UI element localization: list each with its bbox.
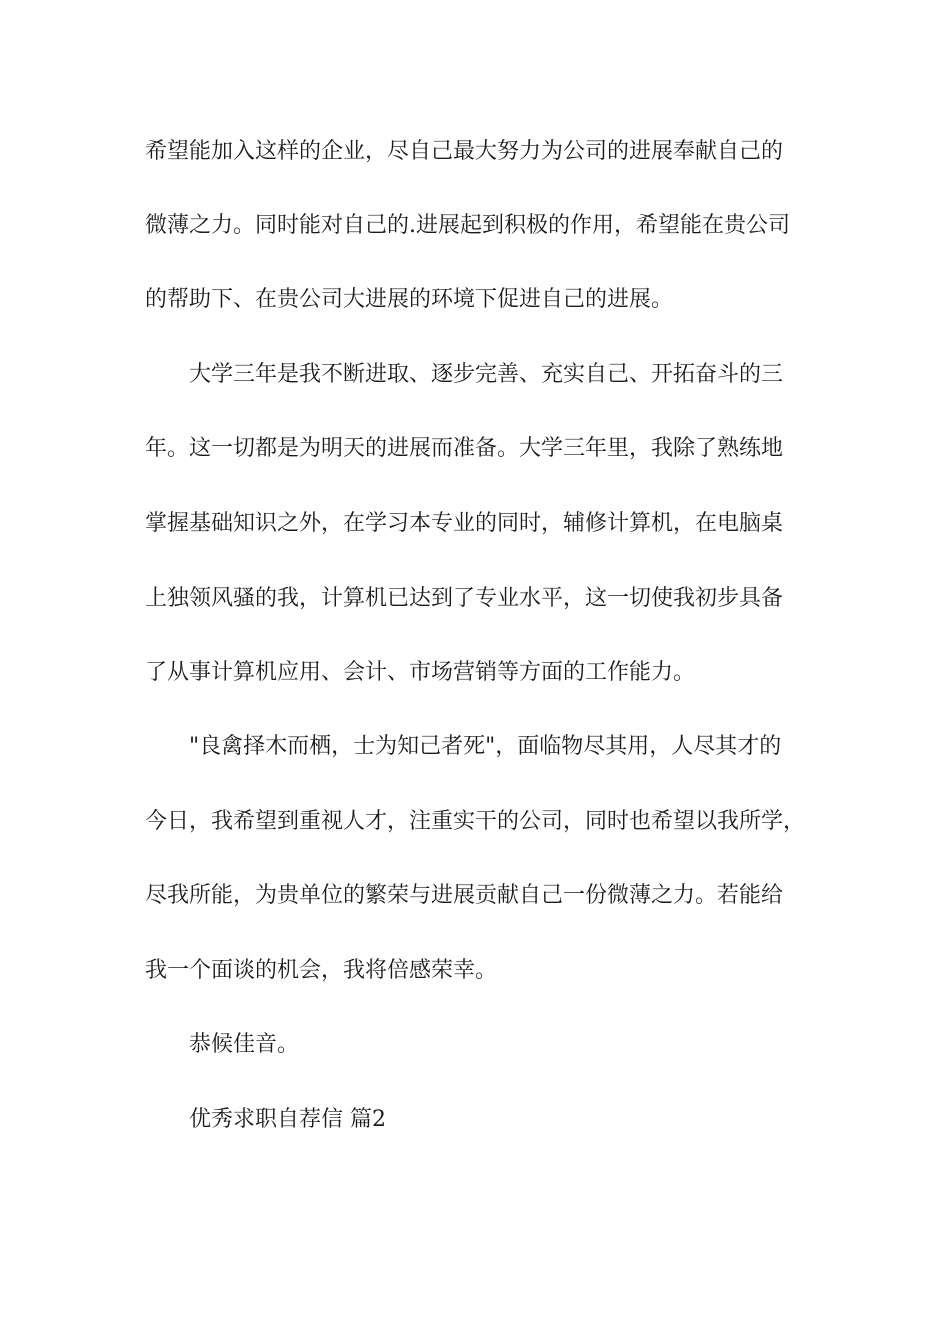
paragraph-3-line-1: "良禽择木而栖，士为知己者死"，面临物尽其用，人尽其才的 bbox=[189, 734, 782, 759]
paragraph-1-line-1: 希望能加入这样的企业，尽自己最大努力为公司的进展奉献自己的 bbox=[145, 139, 784, 164]
paragraph-1-line-3: 的帮助下、在贵公司大进展的环境下促进自己的进展。 bbox=[145, 287, 674, 312]
paragraph-2-line-3: 掌握基础知识之外，在学习本专业的同时，辅修计算机，在电脑桌 bbox=[145, 511, 784, 536]
paragraph-1-line-2: 微薄之力。同时能对自己的.进展起到积极的作用，希望能在贵公司 bbox=[145, 213, 790, 238]
section-heading: 优秀求职自荐信 篇2 bbox=[189, 1107, 386, 1132]
paragraph-3-line-3: 尽我所能，为贵单位的繁荣与进展贡献自己一份微薄之力。若能给 bbox=[145, 883, 784, 908]
paragraph-2-line-1: 大学三年是我不断进取、逐步完善、充实自己、开拓奋斗的三 bbox=[189, 362, 784, 387]
paragraph-3-line-2: 今日，我希望到重视人才，注重实干的公司，同时也希望以我所学， bbox=[145, 809, 806, 834]
paragraph-2-line-2: 年。这一切都是为明天的进展而准备。大学三年里，我除了熟练地 bbox=[145, 436, 784, 461]
paragraph-2-line-4: 上独领风骚的我，计算机已达到了专业水平，这一切使我初步具备 bbox=[145, 586, 784, 611]
closing-line: 恭候佳音。 bbox=[189, 1032, 300, 1057]
paragraph-2-line-5: 了从事计算机应用、会计、市场营销等方面的工作能力。 bbox=[145, 660, 696, 685]
paragraph-3-line-4: 我一个面谈的机会，我将倍感荣幸。 bbox=[145, 958, 498, 983]
